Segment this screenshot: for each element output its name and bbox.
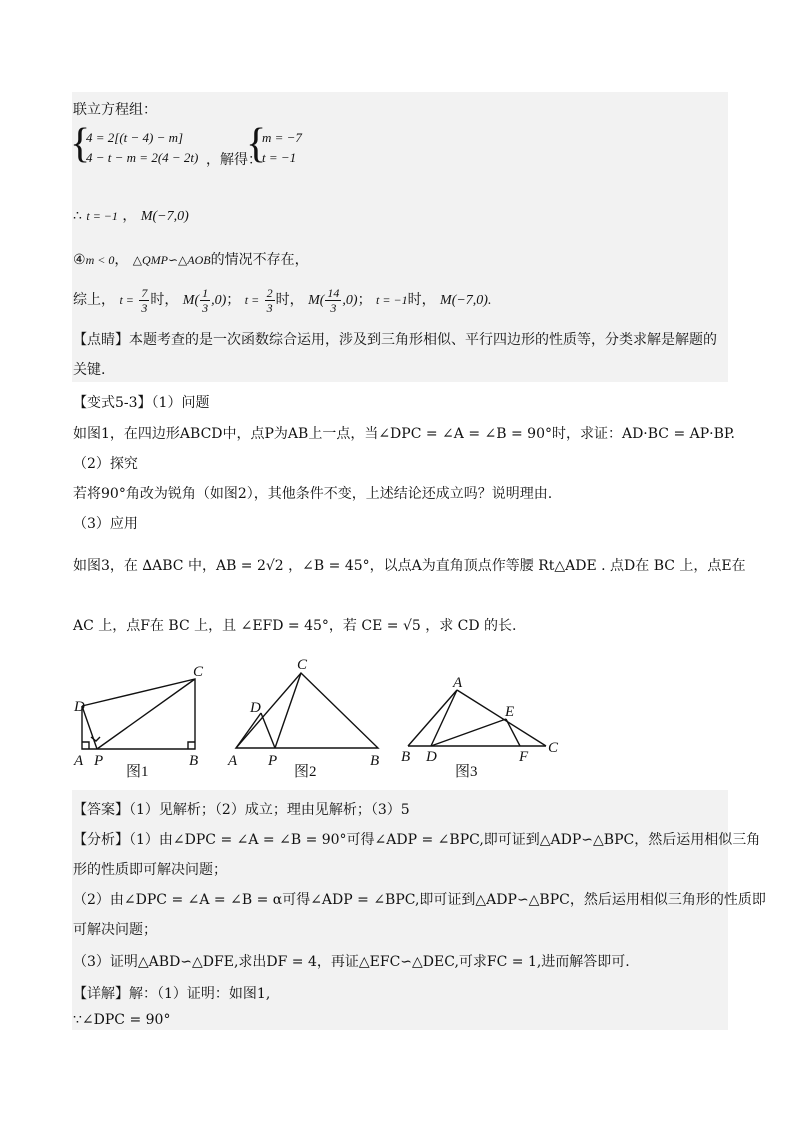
fig2-label-a: A (228, 753, 238, 769)
fig1-label-p: P (94, 753, 104, 769)
analysis-line5: （3）证明△ABD∽△DFE,求出DF = 4，再证△EFC∽△DEC,可求FC = 1,进而解答即可. (73, 954, 630, 970)
system2-eq2: t = −1 (262, 150, 297, 165)
m3-point: M(−7,0). (440, 293, 492, 308)
detail-line2: ∵∠DPC = 90° (73, 1012, 171, 1028)
t1-fraction: $\frac{7}{3}$ (141, 285, 148, 315)
problem-heading2: （2）探究 (73, 456, 138, 472)
comment-line2: 关键. (73, 362, 106, 378)
m1-open: M( (182, 293, 200, 308)
semicolon: ； (357, 292, 372, 308)
therefore-line (73, 206, 189, 227)
analysis-line4: 可解决问题； (73, 922, 157, 938)
fig3-label-c: C (548, 740, 559, 756)
problem-title: 【变式5-3】（1）问题 (73, 395, 210, 411)
fig3-label-a: A (453, 675, 463, 691)
t-value: t = −1 (86, 209, 118, 223)
m2-close: ,0) (342, 293, 358, 308)
semicolon: ； (226, 292, 241, 308)
fig3-caption: 图3 (455, 764, 478, 780)
analysis-line1: 【分析】（1）由∠DPC = ∠A = ∠B = 90°可得∠ADP = ∠BPC,即可证到△ADP∽△BPC，然后运用相似三角 (73, 832, 761, 848)
time-word: 时， (407, 292, 436, 308)
fig3-line-ef (506, 719, 520, 746)
fig2-label-d: D (250, 700, 261, 716)
therefore-symbol: ∴ (73, 208, 82, 224)
fig3-line-ba (408, 690, 457, 746)
comma: ， (122, 208, 137, 224)
m2-open: M( (308, 293, 325, 308)
system2-brace: { (246, 121, 267, 167)
case4-line (73, 250, 309, 270)
fig3-label-b: B (401, 749, 411, 765)
fig1-right-angle-b (188, 742, 195, 749)
time-word: 时， (150, 292, 179, 308)
solve-text: ，解得： (206, 152, 262, 168)
fig1-caption: 图1 (126, 764, 149, 780)
answer-line: 【答案】（1）见解析；（2）成立；理由见解析；（3）5 (73, 802, 410, 818)
t3-value: t = −1 (376, 293, 408, 307)
fig2-label-p: P (268, 753, 278, 769)
t2-lhs: t = (244, 293, 260, 307)
problem-heading3: （3）应用 (73, 516, 138, 532)
fig2-line-dp (261, 713, 275, 748)
fig1-label-d: D (74, 699, 85, 715)
fig1-label-c: C (193, 664, 204, 680)
case4-similarity: △QMP∽△AOB (132, 253, 211, 267)
t1-lhs: t = (119, 293, 134, 307)
fig3-label-f: F (519, 749, 529, 765)
summary-line (73, 284, 491, 317)
system2-eq1: m = −7 (262, 130, 302, 145)
fig1-right-angle-a (82, 742, 89, 749)
fig1-label-b: B (189, 753, 199, 769)
comma: ， (114, 252, 129, 268)
summary-prefix: 综上， (73, 292, 115, 308)
fig2-label-b: B (370, 753, 380, 769)
t2-fraction: $\frac{2}{3}$ (266, 285, 273, 315)
system-intro: 联立方程组： (73, 102, 157, 118)
circled-four: ④ (73, 252, 86, 268)
analysis-line2: 形的性质即可解决问题； (73, 862, 227, 878)
fig2-line-pc (275, 673, 301, 748)
fig1-right-angle-p (91, 737, 100, 741)
fig2-caption: 图2 (294, 764, 317, 780)
analysis-line3: （2）由∠DPC = ∠A = ∠B = α可得∠ADP = ∠BPC,即可证到△ADP∽△BPC，然后运用相似三角形的性质即 (73, 892, 766, 908)
problem-part3-line2: AC 上，点F在 BC 上，且 ∠EFD = 45°，若 CE = √5 ，求 CD 的长. (73, 618, 517, 634)
fig3-line-ac (457, 690, 546, 746)
system1-brace: { (70, 121, 91, 167)
comment-line1: 【点睛】本题考查的是一次函数综合运用，涉及到三角形相似、平行四边形的性质等，分类求解是解题的 (73, 332, 717, 348)
time-word: 时， (275, 292, 304, 308)
m2-fraction: $\frac{14}{3}$ (327, 285, 340, 315)
m-point: M(−7,0) (140, 209, 189, 224)
system1-eq1: 4 = 2[(t − 4) − m] (86, 130, 184, 145)
detail-line1: 【详解】解：（1）证明：如图1, (73, 986, 271, 1002)
case4-text: 的情况不存在， (210, 252, 309, 268)
fig1-label-a: A (74, 753, 84, 769)
problem-part1: 如图1，在四边形ABCD中，点P为AB上一点，当∠DPC = ∠A = ∠B = 90°时，求证：AD·BC = AP·BP. (73, 426, 735, 442)
fig3-label-d: D (426, 749, 437, 765)
case4-condition: m < 0 (85, 253, 115, 267)
problem-part2: 若将90°角改为锐角（如图2），其他条件不变，上述结论还成立吗？说明理由. (73, 486, 553, 502)
fig2-line-ad (236, 713, 261, 748)
fig2-label-c: C (297, 657, 308, 673)
m1-close: ,0) (211, 293, 227, 308)
fig1-line-pc (97, 679, 195, 749)
fig3-label-e: E (505, 704, 515, 720)
figures (0, 655, 800, 790)
m1-fraction: $\frac{1}{3}$ (202, 285, 209, 315)
problem-part3-line1: 如图3，在 ∆ABC 中，AB = 2√2 ，∠B = 45°，以点A为直角顶点作等腰 Rt△ADE . 点D在 BC 上，点E在 (73, 558, 746, 574)
system1-eq2: 4 − t − m = 2(4 − 2t) (86, 150, 199, 165)
